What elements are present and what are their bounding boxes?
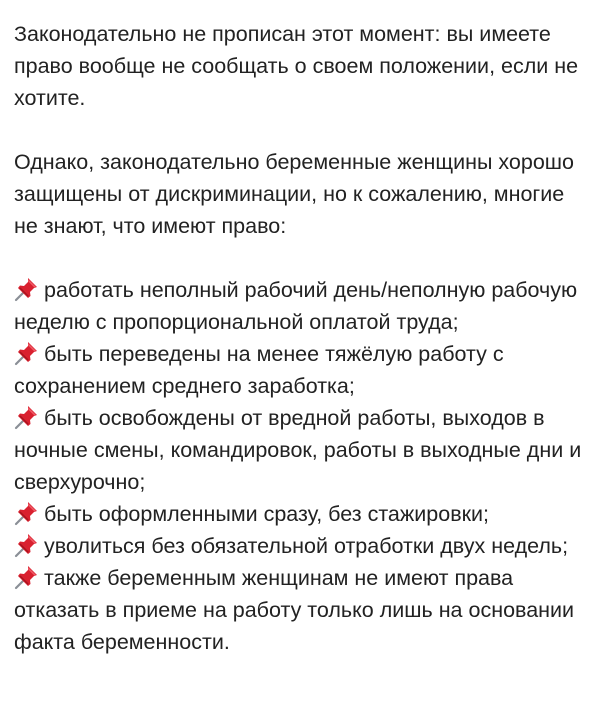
pushpin-icon (14, 276, 39, 302)
list-item-text: также беременным женщинам не имеют права отказать в приеме на работу только лишь на основании факта беременности. (14, 566, 575, 654)
pushpin-icon (14, 532, 39, 558)
pushpin-icon (14, 404, 39, 430)
list-item (14, 498, 586, 530)
list-item-text: уволиться без обязательной отработки двух недель; (44, 534, 569, 558)
list-item (14, 274, 586, 338)
lead-paragraph: Однако, законодательно беременные женщины хорошо защищены от дискриминации, но к сожалению, многие не знают, что имеют право: (14, 150, 574, 238)
list-item-text: работать неполный рабочий день/неполную рабочую неделю с пропорциональной оплатой труда; (14, 278, 578, 334)
pushpin-icon (14, 500, 39, 526)
list-item-text: быть оформленными сразу, без стажировки; (44, 502, 490, 526)
pushpin-icon (14, 564, 39, 590)
list-item-text: быть освобождены от вредной работы, выходов в ночные смены, командировок, работы в выходные дни и сверхурочно; (14, 406, 582, 494)
rights-list (14, 274, 586, 658)
paragraph-gap (14, 114, 586, 146)
paragraph-gap (14, 242, 586, 274)
list-item (14, 338, 586, 402)
list-item (14, 562, 586, 658)
pushpin-icon (14, 340, 39, 366)
list-item (14, 402, 586, 498)
intro-paragraph: Законодательно не прописан этот момент: вы имеете право вообще не сообщать о своем положении, если не хотите. (14, 22, 579, 110)
list-item (14, 530, 586, 562)
list-item-text: быть переведены на менее тяжёлую работу с сохранением среднего заработка; (14, 342, 504, 398)
